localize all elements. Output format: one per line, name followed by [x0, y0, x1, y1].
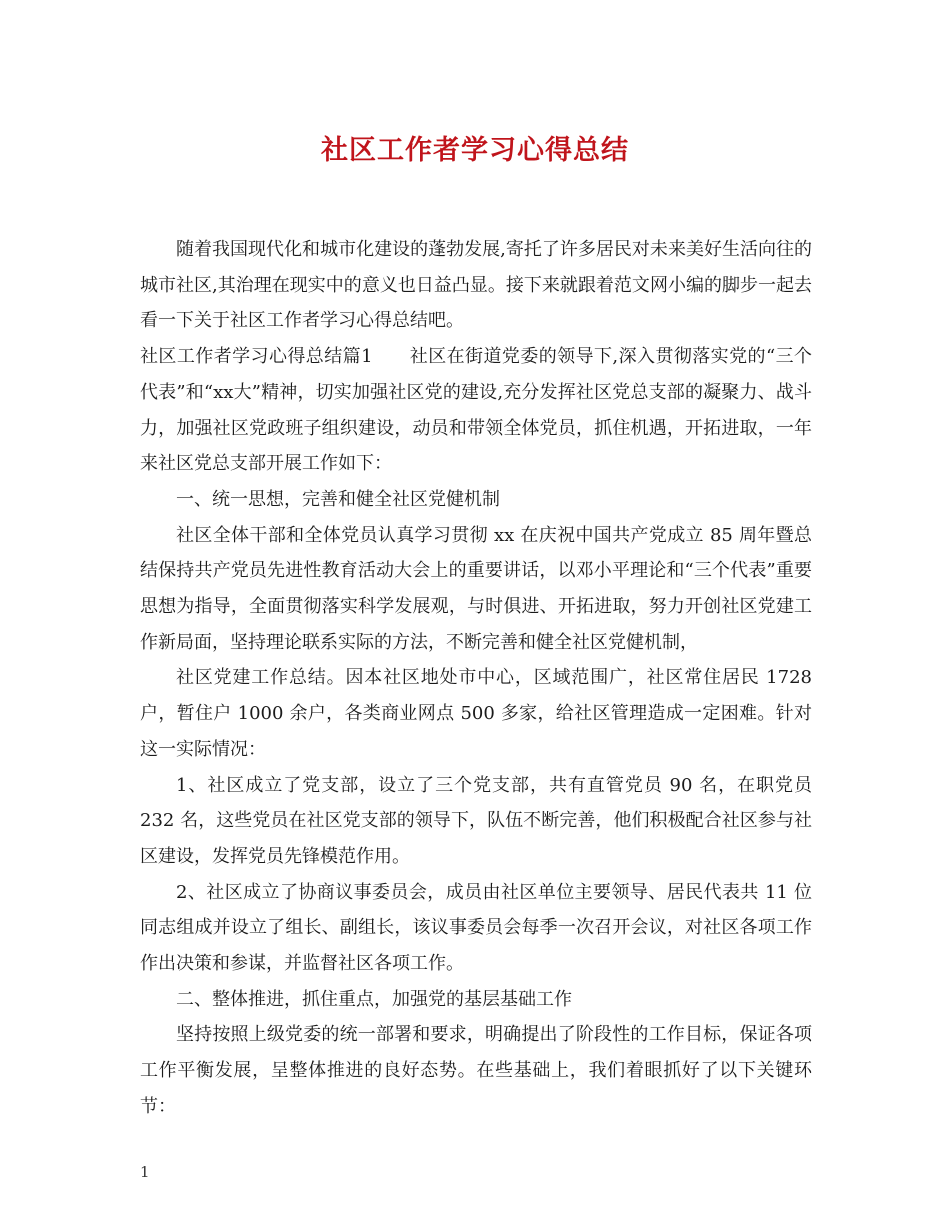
paragraph-heading-two: 二、整体推进，抓住重点，加强党的基层基础工作 [176, 988, 572, 1010]
paragraph-item-two: 2、社区成立了协商议事委员会，成员由社区单位主要领导、居民代表共 11 位同志组成并设立了组长、副组长，该议事委员会每季一次召开会议，对社区各项工作作出决策和参谋，并监督社区各项工作。 [140, 881, 812, 975]
page-number: 1 [140, 1163, 150, 1181]
paragraph-study: 社区全体干部和全体党员认真学习贯彻 xx 在庆祝中国共产党成立 85 周年暨总结保持共产党员先进性教育活动大会上的重要讲话，以邓小平理论和“三个代表”重要思想为指导，全面贯彻落实科学发展观，与时俱进、开拓进取，努力开创社区党建工作新局面，坚持理论联系实际的方法，不断完善和健全社区党健机制， [140, 524, 812, 653]
paragraph-intro: 随着我国现代化和城市化建设的蓬勃发展,寄托了许多居民对未来美好生活向往的城市社区,其治理在现实中的意义也日益凸显。接下来就跟着范文网小编的脚步一起去看一下关于社区工作者学习心得总结吧。 [140, 239, 812, 332]
paragraph-heading-one: 一、统一思想，完善和健全社区党健机制 [176, 488, 500, 510]
document-body [140, 232, 812, 1125]
paragraph-closing: 坚持按照上级党委的统一部署和要求，明确提出了阶段性的工作目标，保证各项工作平衡发展，呈整体推进的良好态势。在些基础上，我们着眼抓好了以下关键环节： [140, 1024, 812, 1117]
paragraph-section-heading: 社区工作者学习心得总结篇1 社区在街道党委的领导下,深入贯彻落实党的“三个代表”和“xx大”精神，切实加强社区党的建设,充分发挥社区党总支部的凝聚力、战斗力，加强社区党政班子组织建设，动员和带领全体党员，抓住机遇，开拓进取，一年来社区党总支部开展工作如下： [140, 346, 812, 475]
document-title: 社区工作者学习心得总结 [321, 135, 629, 166]
paragraph-summary: 社区党建工作总结。因本社区地处市中心，区域范围广，社区常住居民 1728户，暂住户 1000 余户，各类商业网点 500 多家，给社区管理造成一定困难。针对这一实际情况： [140, 667, 812, 760]
paragraph-item-one: 1、社区成立了党支部，设立了三个党支部，共有直管党员 90 名，在职党员232 名，这些党员在社区党支部的领导下，队伍不断完善，他们积极配合社区参与社区建设，发挥党员先锋模范作用。 [140, 774, 812, 867]
